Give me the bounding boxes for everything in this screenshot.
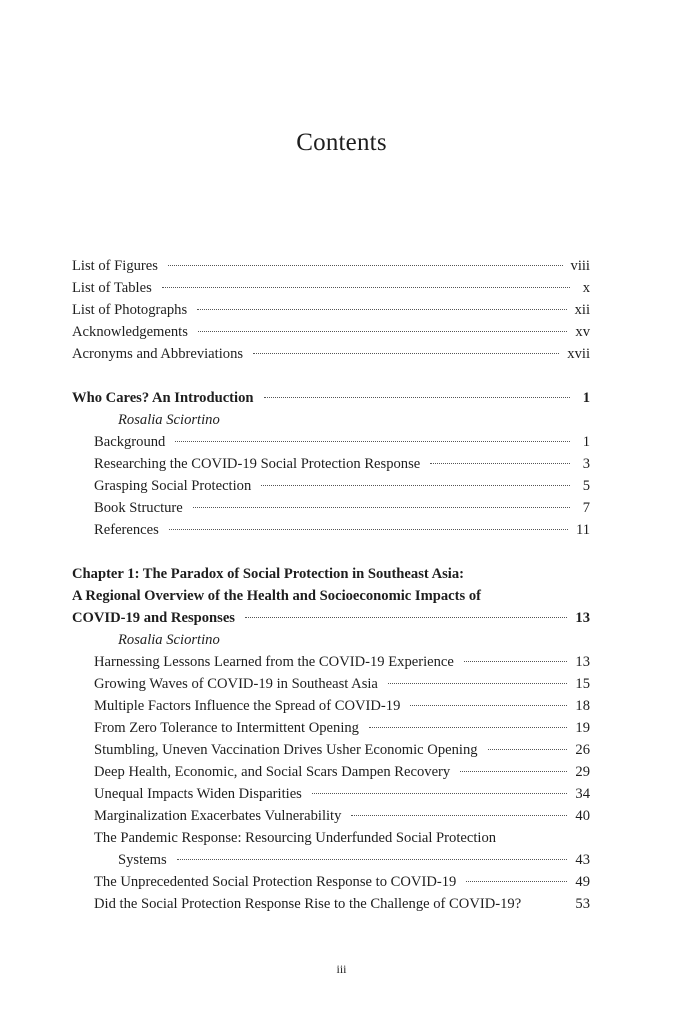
dot-leader: [312, 793, 568, 794]
entry-page: 40: [575, 808, 590, 824]
toc-subentry[interactable]: [72, 717, 590, 739]
toc-entry-acknowledgements[interactable]: [72, 321, 590, 343]
dot-leader: [466, 881, 567, 882]
entry-page: 13: [575, 654, 590, 670]
toc-subentry[interactable]: [72, 475, 590, 497]
entry-page: 3: [582, 456, 590, 472]
toc-subentry[interactable]: [72, 761, 590, 783]
dot-leader: [261, 485, 570, 486]
entry-page: 11: [575, 522, 590, 538]
chapter-1-title-line-1[interactable]: Chapter 1: The Paradox of Social Protection in Southeast Asia:: [72, 566, 465, 582]
dot-leader: [177, 859, 568, 860]
toc-subentry-pandemic-response[interactable]: [72, 849, 590, 871]
entry-page: xvii: [567, 346, 590, 362]
toc-entry-acronyms[interactable]: [72, 343, 590, 365]
entry-label: List of Tables: [72, 280, 152, 296]
page-title: Contents: [296, 128, 387, 156]
front-matter-section: [72, 255, 590, 365]
entry-label: Growing Waves of COVID-19 in Southeast Asia: [94, 676, 378, 692]
dot-leader: [175, 441, 570, 442]
toc-entry-list-of-figures[interactable]: [72, 255, 590, 277]
entry-label: Marginalization Exacerbates Vulnerability: [94, 808, 342, 824]
dot-leader: [253, 353, 559, 354]
entry-page: 19: [575, 720, 590, 736]
entry-label: The Unprecedented Social Protection Response to COVID-19: [94, 874, 457, 890]
entry-page: xv: [575, 324, 590, 340]
entry-label: Grasping Social Protection: [94, 478, 252, 494]
dot-leader: [388, 683, 567, 684]
entry-label: Who Cares? An Introduction: [72, 390, 254, 406]
pandemic-response-title-line-1[interactable]: The Pandemic Response: Resourcing Underfunded Social Protection: [94, 830, 497, 846]
entry-page: 7: [582, 500, 590, 516]
entry-page: 15: [575, 676, 590, 692]
dot-leader: [162, 287, 570, 288]
entry-page: 5: [582, 478, 590, 494]
toc-entry-chapter-1[interactable]: [72, 607, 590, 629]
toc-subentry[interactable]: [72, 651, 590, 673]
entry-label: Acronyms and Abbreviations: [72, 346, 244, 362]
entry-page: 18: [575, 698, 590, 714]
entry-label: Did the Social Protection Response Rise to the Challenge of COVID-19?: [94, 896, 522, 912]
entry-label: Background: [94, 434, 166, 450]
toc-subentry[interactable]: [72, 783, 590, 805]
entry-page: 53: [575, 896, 590, 912]
entry-label: COVID-19 and Responses: [72, 610, 235, 626]
dot-leader: [193, 507, 570, 508]
entry-page: xii: [574, 302, 590, 318]
entry-label: Book Structure: [94, 500, 183, 516]
entry-page: 29: [575, 764, 590, 780]
toc-subentry[interactable]: [72, 871, 590, 893]
dot-leader: [410, 705, 567, 706]
chapter-1-section: [72, 563, 590, 915]
toc-subentry[interactable]: [72, 497, 590, 519]
entry-page: 1: [582, 390, 590, 406]
entry-label: Harnessing Lessons Learned from the COVID-19 Experience: [94, 654, 454, 670]
dot-leader: [464, 661, 568, 662]
introduction-section: [72, 387, 590, 541]
dot-leader: [169, 529, 568, 530]
entry-label: List of Figures: [72, 258, 158, 274]
entry-page: 43: [575, 852, 590, 868]
toc-entry-list-of-tables[interactable]: [72, 277, 590, 299]
entry-label: From Zero Tolerance to Intermittent Opening: [94, 720, 359, 736]
dot-leader: [198, 331, 567, 332]
entry-label: Stumbling, Uneven Vaccination Drives Usher Economic Opening: [94, 742, 478, 758]
dot-leader: [430, 463, 570, 464]
dot-leader: [264, 397, 570, 398]
entry-label: Multiple Factors Influence the Spread of COVID-19: [94, 698, 401, 714]
entry-label: Deep Health, Economic, and Social Scars Dampen Recovery: [94, 764, 451, 780]
entry-page: viii: [570, 258, 590, 274]
dot-leader: [197, 309, 566, 310]
toc-subentry[interactable]: [72, 893, 590, 915]
entry-label: Systems: [118, 852, 167, 868]
toc-subentry[interactable]: [72, 453, 590, 475]
dot-leader: [460, 771, 567, 772]
entry-page: 13: [575, 610, 590, 626]
entry-page: 26: [575, 742, 590, 758]
toc-entry-list-of-photographs[interactable]: [72, 299, 590, 321]
toc-subentry[interactable]: [72, 431, 590, 453]
toc-subentry[interactable]: [72, 519, 590, 541]
entry-label: References: [94, 522, 159, 538]
entry-label: Unequal Impacts Widen Disparities: [94, 786, 302, 802]
entry-page: 1: [582, 434, 590, 450]
dot-leader: [488, 749, 568, 750]
entry-page: x: [582, 280, 590, 296]
chapter-1-author: Rosalia Sciortino: [118, 632, 220, 648]
table-of-contents: [72, 255, 590, 937]
toc-subentry[interactable]: [72, 739, 590, 761]
toc-subentry[interactable]: [72, 673, 590, 695]
chapter-1-title-line-2[interactable]: A Regional Overview of the Health and Socioeconomic Impacts of: [72, 588, 481, 604]
introduction-author: Rosalia Sciortino: [118, 412, 220, 428]
toc-subentry[interactable]: [72, 695, 590, 717]
entry-label: List of Photographs: [72, 302, 188, 318]
dot-leader: [168, 265, 563, 266]
toc-entry-introduction[interactable]: [72, 387, 590, 409]
page-number: iii: [336, 962, 347, 976]
toc-subentry[interactable]: [72, 805, 590, 827]
entry-label: Acknowledgements: [72, 324, 188, 340]
entry-label: Researching the COVID-19 Social Protection Response: [94, 456, 421, 472]
dot-leader: [369, 727, 567, 728]
entry-page: 34: [575, 786, 590, 802]
dot-leader: [245, 617, 567, 618]
entry-page: 49: [575, 874, 590, 890]
dot-leader: [351, 815, 567, 816]
